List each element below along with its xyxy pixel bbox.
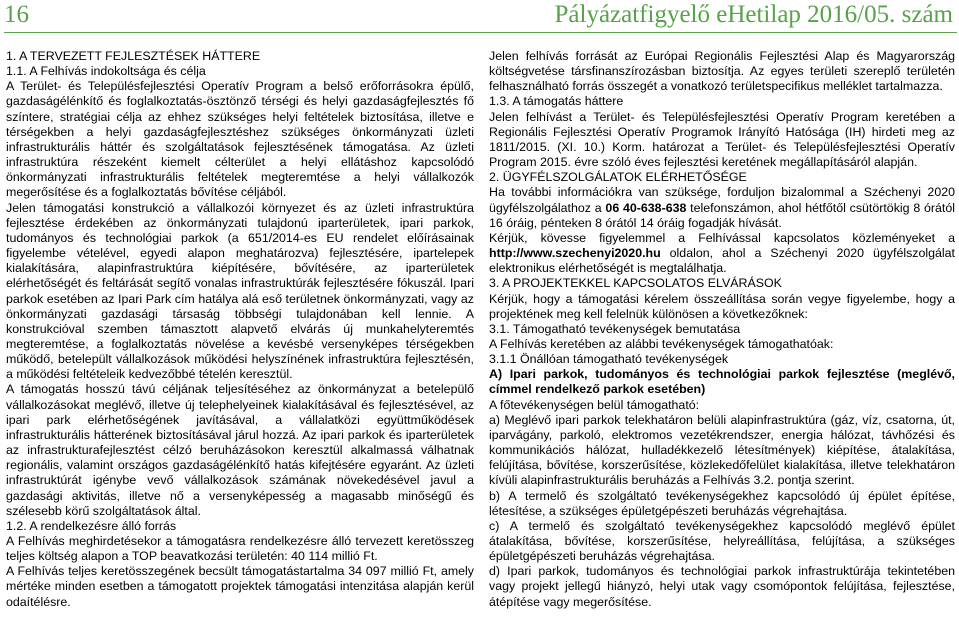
- right-column: [489, 49, 955, 610]
- subsection-heading: 3.1. Támogatható tevékenységek bemutatása: [489, 321, 741, 336]
- section-heading: 2. ÜGYFÉLSZOLGÁLATOK ELÉRHETŐSÉGE: [489, 170, 747, 185]
- page-header: [0, 0, 959, 34]
- paragraph: A Felhívás keretében az alábbi tevékenységek támogathatóak:: [489, 336, 834, 351]
- paragraph: Jelen felhívás forrását az Európai Regionális Fejlesztési Alap és Magyarország költségvetése társfinanszírozásban biztosítja. Az egyes területi szereplő területén felhasználható forrás összegét a vonatkozó területspecifikus melléklet tartalmazza.: [489, 49, 955, 94]
- subsection-heading: 1.1. A Felhívás indokoltsága és célja: [6, 64, 206, 79]
- publication-title: Pályázatfigyelő eHetilap 2016/05. szám: [554, 1, 953, 28]
- text-span: Kérjük, kövesse figyelemmel a Felhívással kapcsolatos közleményeket a: [489, 230, 955, 245]
- paragraph: A Felhívás teljes keretösszegének becsült támogatástartalma 34 097 millió Ft, amely mértéke minden esetben a támogatott projektek támogatási intenzitása alapján kerül odaítélésre.: [6, 564, 474, 609]
- website-url: http://www.szechenyi2020.hu: [489, 246, 661, 261]
- paragraph-helpdesk: [489, 185, 955, 230]
- list-item: a) Meglévő ipari parkok telekhatáron belüli alapinfrastruktúra (gáz, víz, csatorna, út, iparvágány, parkoló, elektromos vezetékrendszer, energia hálózat, távhőzési és kommunikációs hálózat, hulladékkezelő létesítmények) kiépítése, átalakítása, felújítása, bővítése, korszerűsítése, közlekedőfelület kialakítása, illetve telekhatáron kívüli alapinfrastrukturális beruházás a Felhívás 3.2. pontja szerint.: [489, 412, 955, 488]
- paragraph-website: [489, 231, 955, 276]
- paragraph: A Terület- és Településfejlesztési Operatív Program a belső erőforrásokra épülő, gazdaságélénkítő és foglalkoztatás-ösztönző térségi és helyi gazdaságfejlesztés fő színtere, stratégiai célja az ehhez szükséges helyi feltételek biztosítása, illetve e térségekben a helyi gazdaságfejlesztéshez szükséges önkormányzati üzleti infrastrukturális háttér és szolgáltatások fejlesztésének támogatása. Az üzleti infrastruktúra részeként kiemelt célterület a helyi ellátáshoz kapcsolódó önkormányzati infrastrukturális feltételek megteremtése a helyi vállalkozók megerősítése és a foglalkoztatás bővítése céljából.: [6, 79, 474, 200]
- paragraph: A főtevékenységen belül támogatható:: [489, 397, 700, 412]
- list-item: d) Ipari parkok, tudományos és technológiai parkok infrastruktúrája tekintetében vagy projekt jellegű hiányzó, helyi utak vagy csomópontok felújítása, fejlesztése, átépítése vagy megerősítése.: [489, 564, 955, 609]
- list-item: c) A termelő és szolgáltató tevékenységekhez kapcsolódó meglévő épület átalakítása, bővítése, korszerűsítése, helyreállítása, felújítása, a szükséges épületgépészeti beruházás végrehajtása.: [489, 518, 955, 564]
- section-heading: 1. A TERVEZETT FEJLESZTÉSEK HÁTTERE: [6, 49, 261, 63]
- paragraph: A Felhívás meghirdetésekor a támogatásra rendelkezésre álló tervezett keretösszeg teljes költség alapon a TOP beavatkozási területén: 40 114 millió Ft.: [6, 534, 474, 564]
- paragraph: Kérjük, hogy a támogatási kérelem összeállítása során vegye figyelembe, hogy a projektének meg kell felelnük különösen a következőknek:: [489, 291, 955, 321]
- left-column: [6, 49, 474, 610]
- bold-text: A) Ipari parkok, tudományos és technológiai parkok fejlesztése (meglévő, címmel rendelkező parkok esetében): [489, 367, 955, 397]
- header-rule: [4, 32, 957, 33]
- list-item: b) A termelő és szolgáltató tevékenységekhez kapcsolódó új épület építése, létesítése, a szükséges épületgépészeti beruházás végrehajtása.: [489, 488, 955, 518]
- text-span: Ha további információkra van szüksége, forduljon bizalommal a Széchenyi 2020 ügyfélszolgálathoz a: [489, 185, 955, 215]
- text-span: oldalon, ahol a Széchenyi 2020 ügyfélszolgálat elektronikus elérhetőségét is megtalálhatja.: [489, 246, 955, 276]
- paragraph: A támogatás hosszú távú céljának teljesítéséhez az önkormányzat a betelepülő vállalkozásokat meglévő, illetve új telephelyeinek kialakításával és fejlesztésével, az ipari park elérhetőségének javításával, a vállalatközi együttműködések infrastrukturális hátterének biztosításával járul hozzá. Az ipari parkok és iparterületek az infrastrukturafejlesztést célzó beruházásokon keresztül alkalmassá válhatnak regionális, valamint országos gazdaságélénkítő hatás kifejtésére egyaránt. Az üzleti infrastruktúrát igénybe vevő vállalkozások számának növekedésével javul a gazdasági aktivitás, illetve nő a versenyképesség a magasabb minőségű és szélesebb körű szolgáltatások által.: [6, 382, 474, 518]
- subsection-heading: 1.3. A támogatás háttere: [489, 94, 624, 109]
- page-number: 16: [4, 1, 29, 28]
- paragraph: Jelen támogatási konstrukció a vállalkozói környezet és az üzleti infrastruktúra fejlesztése érdekében az önkormányzati tulajdonú iparterületek, ipari parkok, tudományos és technológiai parkok (a 651/2014-es EU rendelet előírásainak figyelembe vételével, egyedi alapon meghatározva) fejlesztésére, ipartelepek kialakítására, alapinfrastruktúra kiépítésére, bővítésére, az iparterületek elérhetőségét és feltárását segítő vonalas infrastruktúrák fejlesztésére fókuszál. Ipari parkok esetében az Ipari Park cím hatálya alá eső területnek önkormányzati, vagy az önkormányzati gazdasági társaság többségi tulajdonában kell lennie. A konstrukcióval szemben támasztott alapvető elvárás új munkahelyteremtés megteremtése, a foglalkoztatás növelése a kevésbé versenyképes térségekben működő, betelepült vállalkozások működési helyszínének infrastruktúra fejlesztésén, a működési feltételeik kedvezőbbé tételén keresztül.: [6, 200, 474, 382]
- bold-activity-heading: [489, 367, 955, 397]
- subsection-heading: 3.1.1 Önállóan támogatható tevékenységek: [489, 352, 729, 367]
- text-span: telefonszámon, ahol hétfőtől csütörtökig 8 órától 16 óráig, pénteken 8 órától 14 óráig fogadják hívását.: [489, 200, 955, 230]
- subsection-heading: 1.2. A rendelkezésre álló forrás: [6, 518, 177, 533]
- paragraph: Jelen felhívást a Terület- és Településfejlesztési Operatív Program keretében a Regionális Fejlesztési Operatív Programok Irányító Hatósága (IH) hirdeti meg az 1811/2015. (XI. 10.) Korm. határozat a Terület- és Településfejlesztési Operatív Program 2015. évre szóló éves fejlesztési keretének megállapításáról alapján.: [489, 109, 955, 170]
- phone-number: 06 40-638-638: [605, 200, 687, 215]
- section-heading: 3. A PROJEKTEKKEL KAPCSOLATOS ELVÁRÁSOK: [489, 276, 782, 291]
